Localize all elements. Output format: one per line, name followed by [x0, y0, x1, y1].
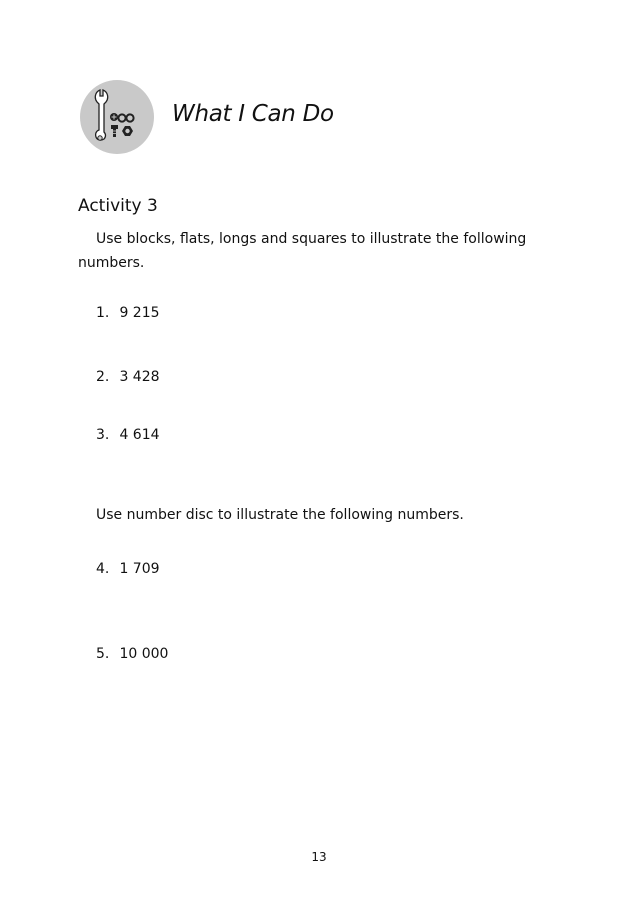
tools-icon: [80, 80, 154, 154]
section-title: What I Can Do: [172, 101, 334, 127]
item-number: 1.: [96, 305, 110, 321]
item-value: 3 428: [119, 369, 160, 385]
activity-instructions: Use blocks, flats, longs and squares to illustrate the following numbers.: [78, 231, 527, 271]
item-value: 9 215: [119, 305, 160, 321]
item-number: 2.: [96, 369, 110, 385]
list-item: [96, 561, 160, 577]
item-value: 10 000: [119, 646, 169, 662]
page-number: 13: [311, 850, 327, 864]
list-item: [96, 369, 160, 385]
list-item: [96, 305, 160, 321]
activity-instructions-2: Use number disc to illustrate the following numbers.: [96, 507, 464, 523]
item-number: 5.: [96, 646, 110, 662]
item-number: 4.: [96, 561, 110, 577]
item-number: 3.: [96, 427, 110, 443]
list-item: [96, 646, 168, 662]
item-value: 1 709: [119, 561, 160, 577]
activity-heading: Activity 3: [78, 196, 158, 216]
list-item: [96, 427, 160, 443]
item-value: 4 614: [119, 427, 160, 443]
